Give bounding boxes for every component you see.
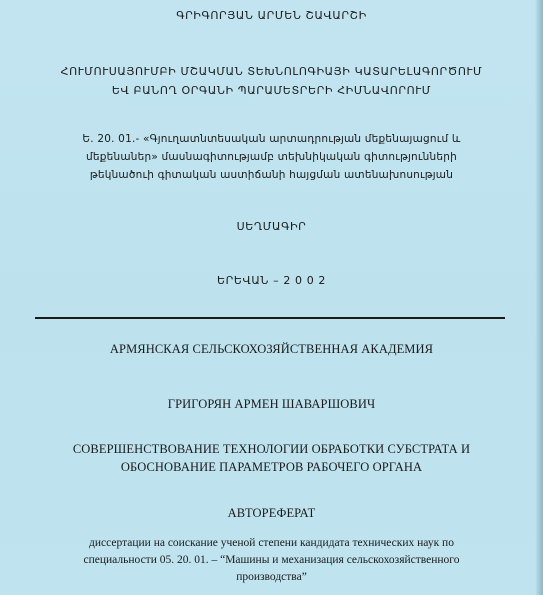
russian-author-name: ГРИГОРЯН АРМЕН ШАВАРШОВИЧ <box>167 397 376 411</box>
page-edge-shadow <box>535 0 543 595</box>
russian-academy-name: АРМЯНСКАЯ СЕЛЬСКОХОЗЯЙСТВЕННАЯ АКАДЕМИЯ <box>109 342 434 356</box>
armenian-city-year: ԵՐԵՎԱՆ – 2 0 0 2 <box>216 274 327 287</box>
russian-title-line-1: СОВЕРШЕНСТВОВАНИЕ ТЕХНОЛОГИИ ОБРАБОТКИ СУБСТРАТА И <box>72 442 471 456</box>
armenian-specialty-line-3: թեկնածուի գիտական աստիճանի հայցման ատենախոսության <box>89 169 454 181</box>
russian-document-type: АВТОРЕФЕРАТ <box>227 506 316 520</box>
russian-specialty-line-2: специальности 05. 20. 01. – “Машины и механизация сельскохозяйственного <box>83 554 460 566</box>
russian-specialty-line-1: диссертации на соискание ученой степени кандидата технических наук по <box>89 537 454 549</box>
armenian-specialty-line-2: մեքենաներ» մասնագիտությամբ տեխնիկական գիտությունների <box>86 151 457 163</box>
russian-specialty-line-3: производства” <box>236 571 307 583</box>
armenian-document-type: ՍԵՂՄԱԳԻՐ <box>236 220 307 233</box>
divider-rule <box>35 317 505 319</box>
russian-title-line-2: ОБОСНОВАНИЕ ПАРАМЕТРОВ РАБОЧЕГО ОРГАНА <box>120 460 423 474</box>
armenian-specialty-line-1: Ե. 20. 01.- «Գյուղատնտեսական արտադրության մեքենայացում և <box>82 133 461 145</box>
armenian-author-name: ԳՐԻԳՈՐՅԱՆ ԱՐՄԵՆ ՇԱՎԱՐՇԻ <box>176 9 367 22</box>
armenian-title-line-1: ՀՈՒՄՈՒՍԱՅՈՒՄԲԻ ՄՇԱԿՄԱՆ ՏԵԽՆՈԼՈԳԻԱՅԻ ԿԱՏԱՐԵԼԱԳՈՐԾՈՒՄ <box>60 65 483 78</box>
armenian-title-line-2: ԵՎ ԲԱՆՈՂ ՕՐԳԱՆԻ ՊԱՐԱՄԵՏՐԵՐԻ ՀԻՄՆԱՎՈՐՈՒՄ <box>111 84 432 97</box>
